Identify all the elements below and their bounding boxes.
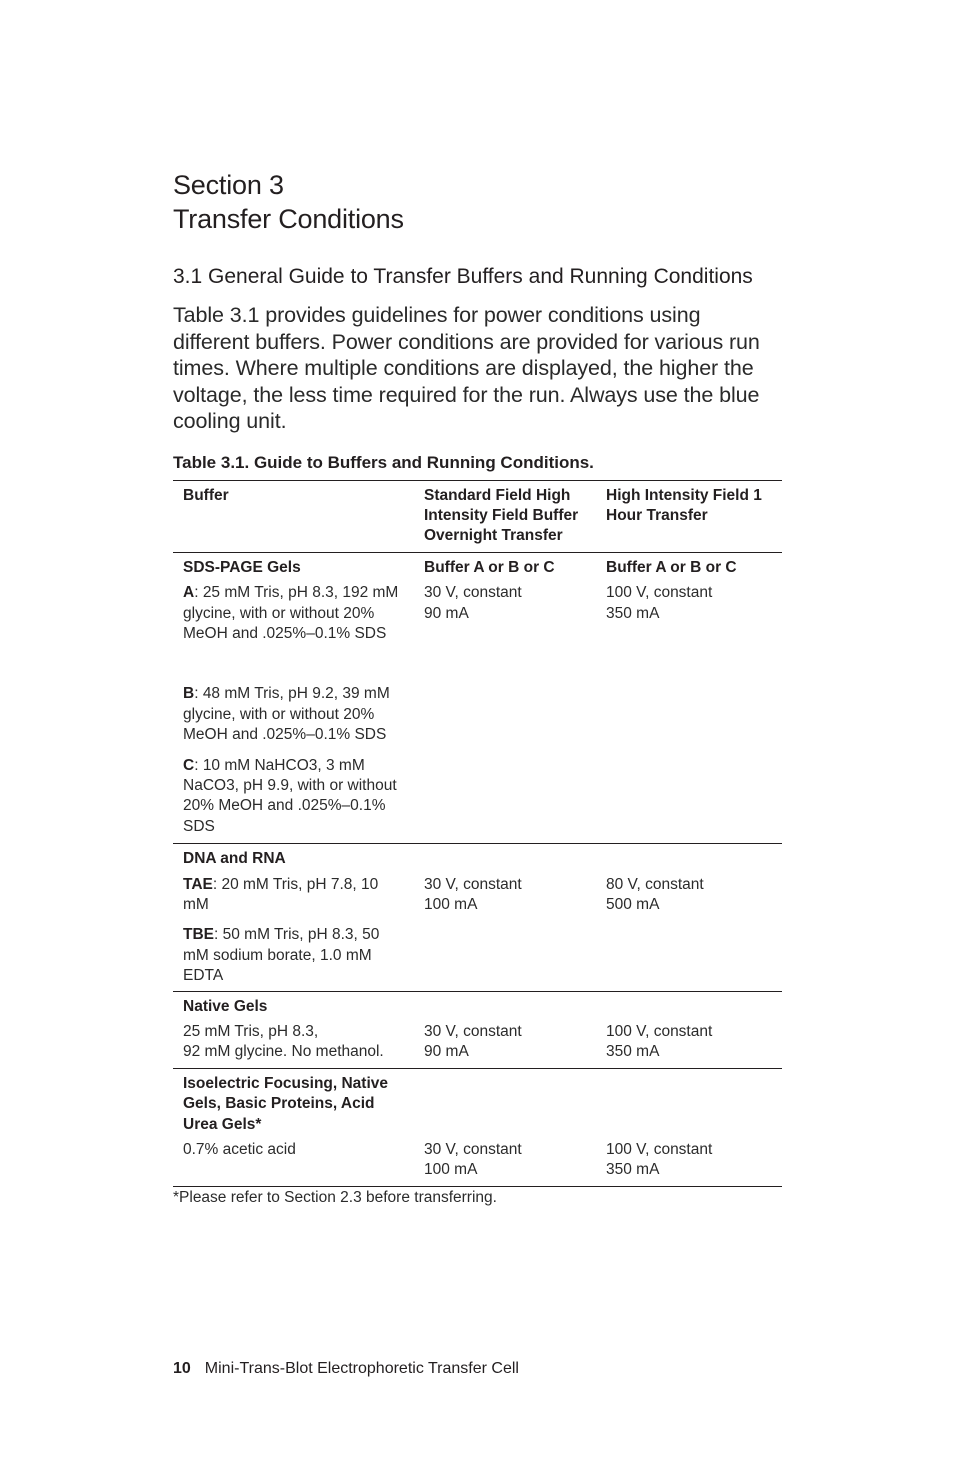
table-row [173,583,782,684]
buffer-description [173,875,424,926]
buffer-description [173,583,424,684]
buffer-text: 25 mM Tris, pH 8.3, [183,1023,319,1041]
current: 100 mA [424,1161,478,1179]
group-row-sds [173,552,782,583]
buffer-label: C [183,756,195,774]
subsection-title: 3.1 General Guide to Transfer Buffers and Running Conditions [173,265,753,288]
group-row-ief [173,1068,782,1140]
table-footnote: *Please refer to Section 2.3 before transferring. [173,1188,497,1206]
standard-condition [424,583,606,684]
current: 350 mA [606,1161,660,1179]
buffer-text: : 48 mM Tris, pH 9.2, 39 mM glycine, with or without 20% MeOH and .025%–0.1% SDS [183,685,390,744]
buffer-description [173,756,424,844]
buffer-description: 0.7% acetic acid [173,1140,424,1186]
voltage: 30 V, constant [424,875,522,893]
table-row [173,1022,782,1068]
group-title: Native Gels [183,997,268,1015]
buffer-text: : 20 mM Tris, pH 7.8, 10 mM [183,875,379,913]
group-title: SDS-PAGE Gels [183,558,301,576]
group-title: DNA and RNA [183,850,286,868]
voltage: 100 V, constant [606,1141,713,1159]
table-row [173,684,782,755]
high-condition [606,875,782,926]
table-header-row [173,480,782,552]
buffer-text: 92 mM glycine. No methanol. [183,1043,384,1061]
current: 90 mA [424,1043,469,1061]
voltage: 30 V, constant [424,584,522,602]
group-std-buffer: Buffer A or B or C [424,558,555,576]
intro-paragraph: Table 3.1 provides guidelines for power conditions using different buffers. Power conditions are provided for various run times. Where multiple conditions are displayed, the higher the voltage, the less time required for the run. Always use the blue cooling unit. [173,303,760,433]
page-number: 10 [173,1360,191,1377]
current: 90 mA [424,604,469,622]
current: 100 mA [424,896,478,913]
voltage: 80 V, constant [606,875,704,893]
header-high-intensity: High Intensity Field 1 Hour Transfer [606,480,782,552]
table-caption: Table 3.1. Guide to Buffers and Running Conditions. [173,452,594,472]
standard-condition [424,875,606,926]
current: 500 mA [606,896,660,913]
buffer-text: : 50 mM Tris, pH 8.3, 50 mM sodium borate, 1.0 mM EDTA [183,926,380,985]
voltage: 30 V, constant [424,1141,522,1159]
current: 350 mA [606,1043,660,1061]
high-condition [606,583,782,684]
buffer-text: : 25 mM Tris, pH 8.3, 192 mM glycine, with or without 20% MeOH and .025%–0.1% SDS [183,584,399,642]
buffer-description [173,925,424,991]
voltage: 100 V, constant [606,1023,713,1041]
buffer-label: TBE [183,926,214,944]
high-condition [606,1022,782,1068]
buffer-label: A [183,584,195,602]
buffer-label: TAE [183,875,213,893]
standard-condition [424,1140,606,1186]
voltage: 30 V, constant [424,1023,522,1041]
group-hi-buffer: Buffer A or B or C [606,558,737,576]
group-row-dna [173,844,782,875]
buffer-description [173,684,424,755]
header-standard-field: Standard Field High Intensity Field Buffer Overnight Transfer [424,480,606,552]
table-row [173,925,782,991]
table-row [173,1140,782,1186]
table-row [173,756,782,844]
standard-condition [424,1022,606,1068]
group-row-native [173,991,782,1022]
table-row [173,875,782,926]
buffer-label: B [183,685,195,703]
group-title: Isoelectric Focusing, Native Gels, Basic Proteins, Acid Urea Gels* [183,1074,389,1133]
page-content [173,168,782,1208]
section-title [173,168,782,236]
section-name: Transfer Conditions [173,204,404,234]
section-number: Section 3 [173,170,284,200]
buffer-table [173,480,782,1187]
page-footer [173,1358,519,1380]
header-buffer: Buffer [173,480,424,552]
buffer-description [173,1022,424,1068]
document-title: Mini-Trans-Blot Electrophoretic Transfer Cell [204,1360,519,1377]
high-condition [606,1140,782,1186]
buffer-text: : 10 mM NaHCO3, 3 mM NaCO3, pH 9.9, with or without 20% MeOH and .025%–0.1% SDS [183,756,397,835]
current: 350 mA [606,604,660,622]
voltage: 100 V, constant [606,584,713,602]
